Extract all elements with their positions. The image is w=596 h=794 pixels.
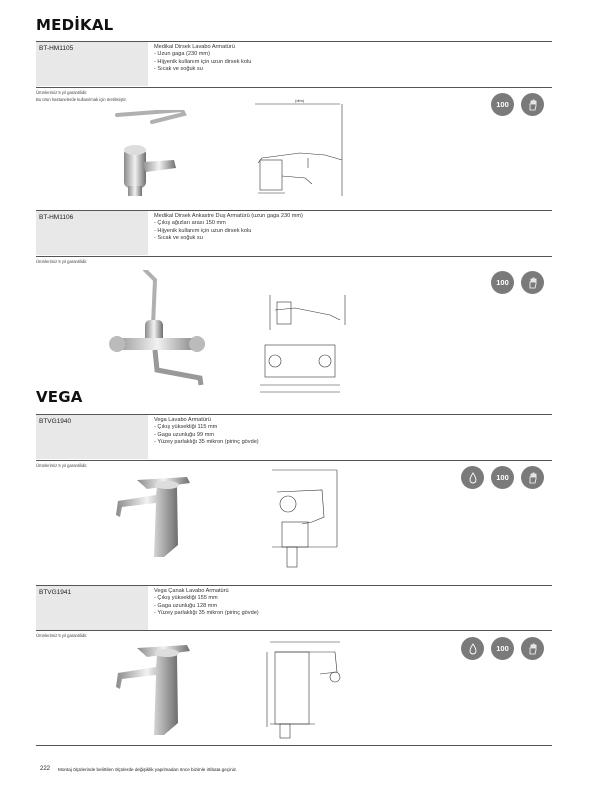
usage-note: Bu ürün hastanelerde kullanılmak için üretilmiştir. (36, 97, 127, 102)
product-code: BT-HM1105 (36, 42, 148, 86)
product-code: BTVG1941 (36, 586, 148, 630)
product-photo (112, 643, 202, 738)
technical-drawing (262, 462, 347, 582)
hundred-percent-icon: 100 (491, 93, 514, 116)
product-photo (112, 110, 192, 200)
hand-icon (521, 637, 544, 660)
divider (36, 256, 552, 257)
hundred-percent-icon: 100 (491, 637, 514, 660)
product-code: BT-HM1106 (36, 211, 148, 255)
divider (36, 87, 552, 88)
svg-text:(dim): (dim) (295, 98, 305, 103)
page-number: 222 (40, 766, 51, 772)
section-title-vega: VEGA (36, 388, 83, 406)
water-saving-icon (461, 637, 484, 660)
product-description: Medikal Dirsek Ankastre Duş Armatürü (uzun gaga 230 mm) - Çıkış ağızları arası 150 mm - Hijyenik kullanım için uzun dirsek kolu - Sıcak ve soğuk su (154, 213, 303, 242)
product-description: Vega Çanak Lavabo Armatürü - Çıkış yüksekliği 155 mm - Gaga uzunluğu 128 mm - Yüzey parlaklığı 35 mikron (pirinç gövde) (154, 588, 259, 617)
product-description: Medikal Dirsek Lavabo Armatürü - Uzun gaga (230 mm) - Hijyenik kullanım için uzun dirsek kolu - Sıcak ve soğuk su (154, 44, 252, 73)
warranty-note: Ürünlerimiz 5 yıl garantilidir. (36, 463, 88, 468)
hundred-percent-icon: 100 (491, 466, 514, 489)
product-description: Vega Lavabo Armatürü - Çıkış yüksekliği 115 mm - Gaga uzunluğu 99 mm - Yüzey parlaklığı 35 mikron (pirinç gövde) (154, 417, 259, 446)
technical-drawing (255, 290, 355, 400)
divider (36, 630, 552, 631)
footer-note: Montaj ölçülerinde belirtilen ölçülerde değişiklik yapılmadan önce bizimle irtibata geçiniz. (58, 767, 238, 772)
footer-divider (36, 745, 552, 746)
hand-icon (521, 466, 544, 489)
section-title-medikal: MEDİKAL (36, 16, 114, 34)
technical-drawing (255, 632, 350, 742)
product-code: BTVG1940 (36, 415, 148, 459)
technical-drawing (250, 98, 360, 208)
hundred-percent-icon: 100 (491, 271, 514, 294)
water-saving-icon (461, 466, 484, 489)
warranty-note: Ürünlerimiz 5 yıl garantilidir. (36, 633, 88, 638)
warranty-note: Ürünlerimiz 5 yıl garantilidir. (36, 90, 88, 95)
product-photo (112, 475, 202, 560)
warranty-note: Ürünlerimiz 5 yıl garantilidir. (36, 259, 88, 264)
hand-icon (521, 93, 544, 116)
hand-icon (521, 271, 544, 294)
product-photo (105, 270, 215, 390)
divider (36, 460, 552, 461)
